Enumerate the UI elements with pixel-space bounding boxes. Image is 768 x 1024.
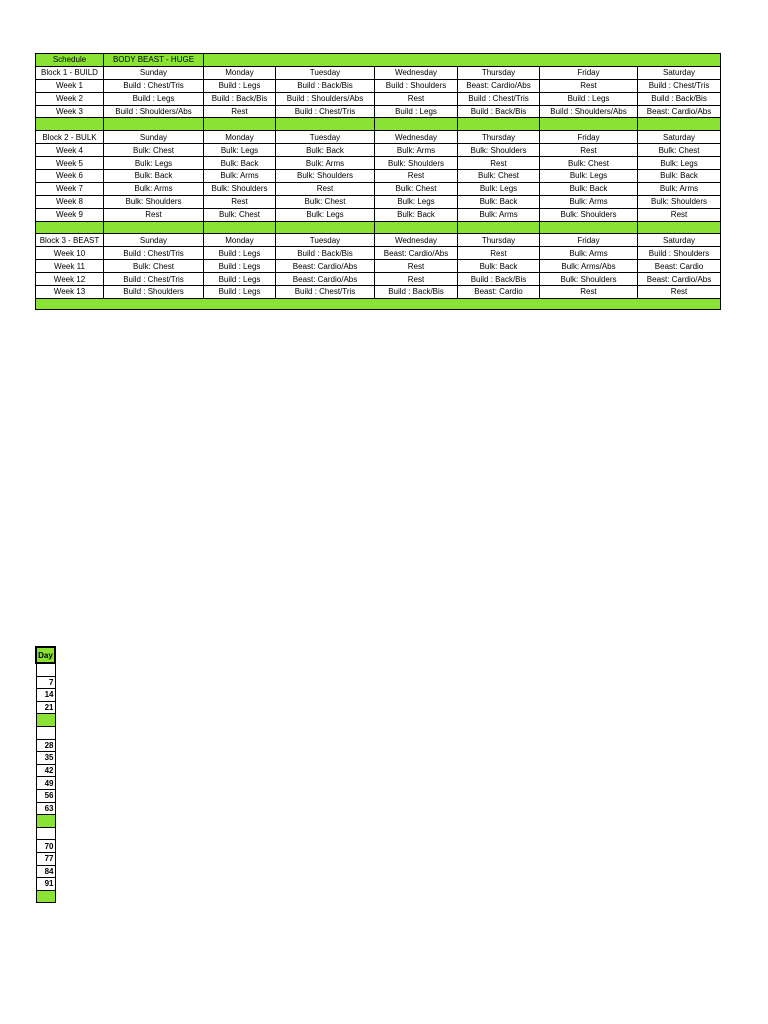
workout-cell: Build : Chest/Tris xyxy=(276,105,375,118)
week-row xyxy=(36,170,721,183)
schedule-title-row xyxy=(36,54,721,67)
day-number: 56 xyxy=(36,789,55,802)
separator-cell xyxy=(540,221,638,234)
day-row xyxy=(36,840,55,853)
workout-cell: Bulk: Back xyxy=(104,170,204,183)
workout-cell: Bulk: Legs xyxy=(104,157,204,170)
day-number: 28 xyxy=(36,739,55,752)
workout-cell: Bulk: Chest xyxy=(638,144,721,157)
day-row xyxy=(36,865,55,878)
day-row xyxy=(36,878,55,891)
workout-cell: Build : Legs xyxy=(375,105,458,118)
day-green-row xyxy=(36,890,55,903)
week-row xyxy=(36,157,721,170)
separator-cell xyxy=(638,221,721,234)
day-number: 14 xyxy=(36,689,55,702)
day-row xyxy=(36,764,55,777)
workout-cell: Beast: Cardio/Abs xyxy=(458,79,540,92)
day-number: 35 xyxy=(36,752,55,765)
day-header: Wednesday xyxy=(375,234,458,247)
workout-cell: Rest xyxy=(540,286,638,299)
day-green-row xyxy=(36,714,55,727)
workout-cell: Build : Chest/Tris xyxy=(104,273,204,286)
workout-cell: Rest xyxy=(276,182,375,195)
footer-cell xyxy=(36,298,721,309)
workout-cell: Build : Shoulders/Abs xyxy=(276,92,375,105)
day-header: Monday xyxy=(204,234,276,247)
workout-cell: Build : Shoulders/Abs xyxy=(104,105,204,118)
workout-cell: Bulk: Arms xyxy=(540,247,638,260)
day-header: Thursday xyxy=(458,234,540,247)
workout-cell: Bulk: Back xyxy=(638,170,721,183)
separator-cell xyxy=(375,221,458,234)
schedule-footer-row xyxy=(36,298,721,309)
workout-cell: Build : Back/Bis xyxy=(458,273,540,286)
workout-cell: Rest xyxy=(458,157,540,170)
workout-cell: Bulk: Arms xyxy=(276,157,375,170)
week-label: Week 2 xyxy=(36,92,104,105)
day-number: 21 xyxy=(36,701,55,714)
workout-cell: Bulk: Shoulders xyxy=(458,144,540,157)
workout-cell: Bulk: Shoulders xyxy=(540,273,638,286)
workout-cell: Rest xyxy=(204,105,276,118)
day-header: Saturday xyxy=(638,234,721,247)
block-header-row xyxy=(36,234,721,247)
week-label: Week 8 xyxy=(36,195,104,208)
workout-cell: Build : Chest/Tris xyxy=(104,79,204,92)
day-blank-row xyxy=(36,726,55,739)
workout-cell: Bulk: Arms/Abs xyxy=(540,260,638,273)
program-title: BODY BEAST - HUGE xyxy=(104,54,204,67)
week-row xyxy=(36,247,721,260)
workout-cell: Rest xyxy=(375,170,458,183)
workout-cell: Beast: Cardio/Abs xyxy=(276,273,375,286)
day-header: Saturday xyxy=(638,66,721,79)
workout-cell: Rest xyxy=(540,79,638,92)
week-row xyxy=(36,92,721,105)
day-number: 7 xyxy=(36,676,55,689)
week-row xyxy=(36,286,721,299)
workout-cell: Bulk: Chest xyxy=(540,157,638,170)
schedule-header-label: Schedule xyxy=(36,54,104,67)
workout-cell: Build : Chest/Tris xyxy=(638,79,721,92)
workout-cell: Build : Chest/Tris xyxy=(458,92,540,105)
workout-cell: Build : Shoulders/Abs xyxy=(540,105,638,118)
week-row xyxy=(36,105,721,118)
separator-cell xyxy=(458,221,540,234)
week-row xyxy=(36,208,721,221)
day-header-row xyxy=(36,647,55,663)
workout-cell: Build : Legs xyxy=(104,92,204,105)
day-blank-cell xyxy=(36,726,55,739)
week-label: Week 9 xyxy=(36,208,104,221)
workout-cell: Beast: Cardio/Abs xyxy=(638,105,721,118)
week-row xyxy=(36,195,721,208)
day-header: Sunday xyxy=(104,234,204,247)
workout-cell: Bulk: Back xyxy=(540,182,638,195)
workout-cell: Bulk: Shoulders xyxy=(638,195,721,208)
workout-cell: Bulk: Arms xyxy=(104,182,204,195)
day-header: Tuesday xyxy=(276,131,375,144)
workout-cell: Build : Legs xyxy=(204,79,276,92)
workout-cell: Beast: Cardio/Abs xyxy=(638,273,721,286)
day-row xyxy=(36,777,55,790)
workout-cell: Bulk: Chest xyxy=(104,144,204,157)
week-label: Week 3 xyxy=(36,105,104,118)
day-number: 49 xyxy=(36,777,55,790)
day-blank-cell xyxy=(36,827,55,840)
separator-cell xyxy=(458,118,540,131)
day-header: Monday xyxy=(204,66,276,79)
workout-cell: Bulk: Back xyxy=(204,157,276,170)
day-header: Friday xyxy=(540,66,638,79)
block-label: Block 3 - BEAST xyxy=(36,234,104,247)
workout-cell: Bulk: Legs xyxy=(276,208,375,221)
workout-cell: Build : Back/Bis xyxy=(375,286,458,299)
day-blank-row xyxy=(36,663,55,676)
separator-cell xyxy=(36,118,104,131)
workout-cell: Build : Back/Bis xyxy=(638,92,721,105)
workout-cell: Bulk: Shoulders xyxy=(375,157,458,170)
workout-cell: Bulk: Back xyxy=(375,208,458,221)
workout-cell: Bulk: Legs xyxy=(638,157,721,170)
workout-cell: Bulk: Chest xyxy=(375,182,458,195)
day-header: Wednesday xyxy=(375,131,458,144)
week-row xyxy=(36,273,721,286)
workout-cell: Build : Back/Bis xyxy=(276,79,375,92)
workout-cell: Build : Legs xyxy=(204,273,276,286)
workout-cell: Rest xyxy=(375,92,458,105)
week-label: Week 12 xyxy=(36,273,104,286)
workout-cell: Bulk: Back xyxy=(276,144,375,157)
workout-cell: Bulk: Chest xyxy=(104,260,204,273)
separator-cell xyxy=(276,221,375,234)
workout-cell: Build : Shoulders xyxy=(104,286,204,299)
day-green-row xyxy=(36,815,55,828)
workout-cell: Rest xyxy=(104,208,204,221)
workout-cell: Bulk: Arms xyxy=(204,170,276,183)
workout-cell: Rest xyxy=(375,260,458,273)
day-header: Friday xyxy=(540,131,638,144)
workout-cell: Rest xyxy=(638,208,721,221)
workout-cell: Rest xyxy=(375,273,458,286)
day-header: Saturday xyxy=(638,131,721,144)
workout-cell: Build : Chest/Tris xyxy=(104,247,204,260)
day-row xyxy=(36,689,55,702)
day-number: 42 xyxy=(36,764,55,777)
workout-cell: Bulk: Shoulders xyxy=(104,195,204,208)
separator-cell xyxy=(638,118,721,131)
separator-cell xyxy=(104,221,204,234)
workout-schedule-table xyxy=(35,53,721,310)
workout-cell: Bulk: Back xyxy=(458,195,540,208)
block-separator-row xyxy=(36,221,721,234)
separator-cell xyxy=(36,221,104,234)
workout-cell: Build : Legs xyxy=(540,92,638,105)
separator-cell xyxy=(204,221,276,234)
workout-cell: Beast: Cardio/Abs xyxy=(375,247,458,260)
separator-cell xyxy=(540,118,638,131)
workout-cell: Bulk: Chest xyxy=(458,170,540,183)
workout-cell: Bulk: Chest xyxy=(204,208,276,221)
workout-cell: Rest xyxy=(458,247,540,260)
workout-cell: Bulk: Back xyxy=(458,260,540,273)
day-number: 63 xyxy=(36,802,55,815)
week-row xyxy=(36,182,721,195)
day-green-cell xyxy=(36,714,55,727)
workout-cell: Build : Legs xyxy=(204,260,276,273)
separator-cell xyxy=(204,118,276,131)
week-label: Week 5 xyxy=(36,157,104,170)
day-number: 70 xyxy=(36,840,55,853)
workout-cell: Build : Chest/Tris xyxy=(276,286,375,299)
day-green-cell xyxy=(36,815,55,828)
day-row xyxy=(36,739,55,752)
workout-cell: Bulk: Arms xyxy=(638,182,721,195)
day-row xyxy=(36,676,55,689)
workout-cell: Bulk: Arms xyxy=(540,195,638,208)
block-separator-row xyxy=(36,118,721,131)
workout-cell: Bulk: Shoulders xyxy=(540,208,638,221)
day-blank-cell xyxy=(36,663,55,676)
workout-cell: Build : Back/Bis xyxy=(204,92,276,105)
workout-cell: Beast: Cardio xyxy=(458,286,540,299)
workout-cell: Beast: Cardio xyxy=(638,260,721,273)
day-row xyxy=(36,752,55,765)
workout-cell: Build : Shoulders xyxy=(375,79,458,92)
block-header-row xyxy=(36,131,721,144)
week-row xyxy=(36,144,721,157)
week-label: Week 1 xyxy=(36,79,104,92)
separator-cell xyxy=(375,118,458,131)
workout-cell: Bulk: Shoulders xyxy=(204,182,276,195)
day-header: Tuesday xyxy=(276,234,375,247)
workout-cell: Bulk: Arms xyxy=(458,208,540,221)
day-header: Thursday xyxy=(458,66,540,79)
week-row xyxy=(36,260,721,273)
day-number: 91 xyxy=(36,878,55,891)
workout-cell: Build : Back/Bis xyxy=(458,105,540,118)
week-label: Week 4 xyxy=(36,144,104,157)
week-row xyxy=(36,79,721,92)
block-label: Block 1 - BUILD xyxy=(36,66,104,79)
day-number: 77 xyxy=(36,852,55,865)
day-column-table xyxy=(35,646,56,903)
week-label: Week 10 xyxy=(36,247,104,260)
block-header-row xyxy=(36,66,721,79)
day-row xyxy=(36,852,55,865)
workout-cell: Build : Legs xyxy=(204,286,276,299)
separator-cell xyxy=(276,118,375,131)
workout-cell: Bulk: Chest xyxy=(276,195,375,208)
workout-cell: Bulk: Legs xyxy=(458,182,540,195)
block-label: Block 2 - BULK xyxy=(36,131,104,144)
day-header: Wednesday xyxy=(375,66,458,79)
workout-cell: Bulk: Legs xyxy=(540,170,638,183)
week-label: Week 13 xyxy=(36,286,104,299)
day-blank-row xyxy=(36,827,55,840)
day-header: Tuesday xyxy=(276,66,375,79)
workout-cell: Bulk: Legs xyxy=(204,144,276,157)
day-green-cell xyxy=(36,890,55,903)
day-header: Monday xyxy=(204,131,276,144)
workout-cell: Build : Shoulders xyxy=(638,247,721,260)
workout-cell: Build : Legs xyxy=(204,247,276,260)
workout-cell: Rest xyxy=(204,195,276,208)
day-row xyxy=(36,789,55,802)
week-label: Week 6 xyxy=(36,170,104,183)
day-row xyxy=(36,802,55,815)
day-header: Sunday xyxy=(104,131,204,144)
workout-cell: Beast: Cardio/Abs xyxy=(276,260,375,273)
workout-cell: Build : Back/Bis xyxy=(276,247,375,260)
workout-cell: Rest xyxy=(540,144,638,157)
workout-cell: Rest xyxy=(638,286,721,299)
day-header: Friday xyxy=(540,234,638,247)
day-row xyxy=(36,701,55,714)
week-label: Week 11 xyxy=(36,260,104,273)
day-number: 84 xyxy=(36,865,55,878)
day-header: Day xyxy=(36,647,55,663)
week-label: Week 7 xyxy=(36,182,104,195)
workout-cell: Bulk: Legs xyxy=(375,195,458,208)
day-header: Thursday xyxy=(458,131,540,144)
separator-cell xyxy=(104,118,204,131)
workout-cell: Bulk: Shoulders xyxy=(276,170,375,183)
workout-cell: Bulk: Arms xyxy=(375,144,458,157)
title-filler xyxy=(204,54,721,67)
day-header: Sunday xyxy=(104,66,204,79)
